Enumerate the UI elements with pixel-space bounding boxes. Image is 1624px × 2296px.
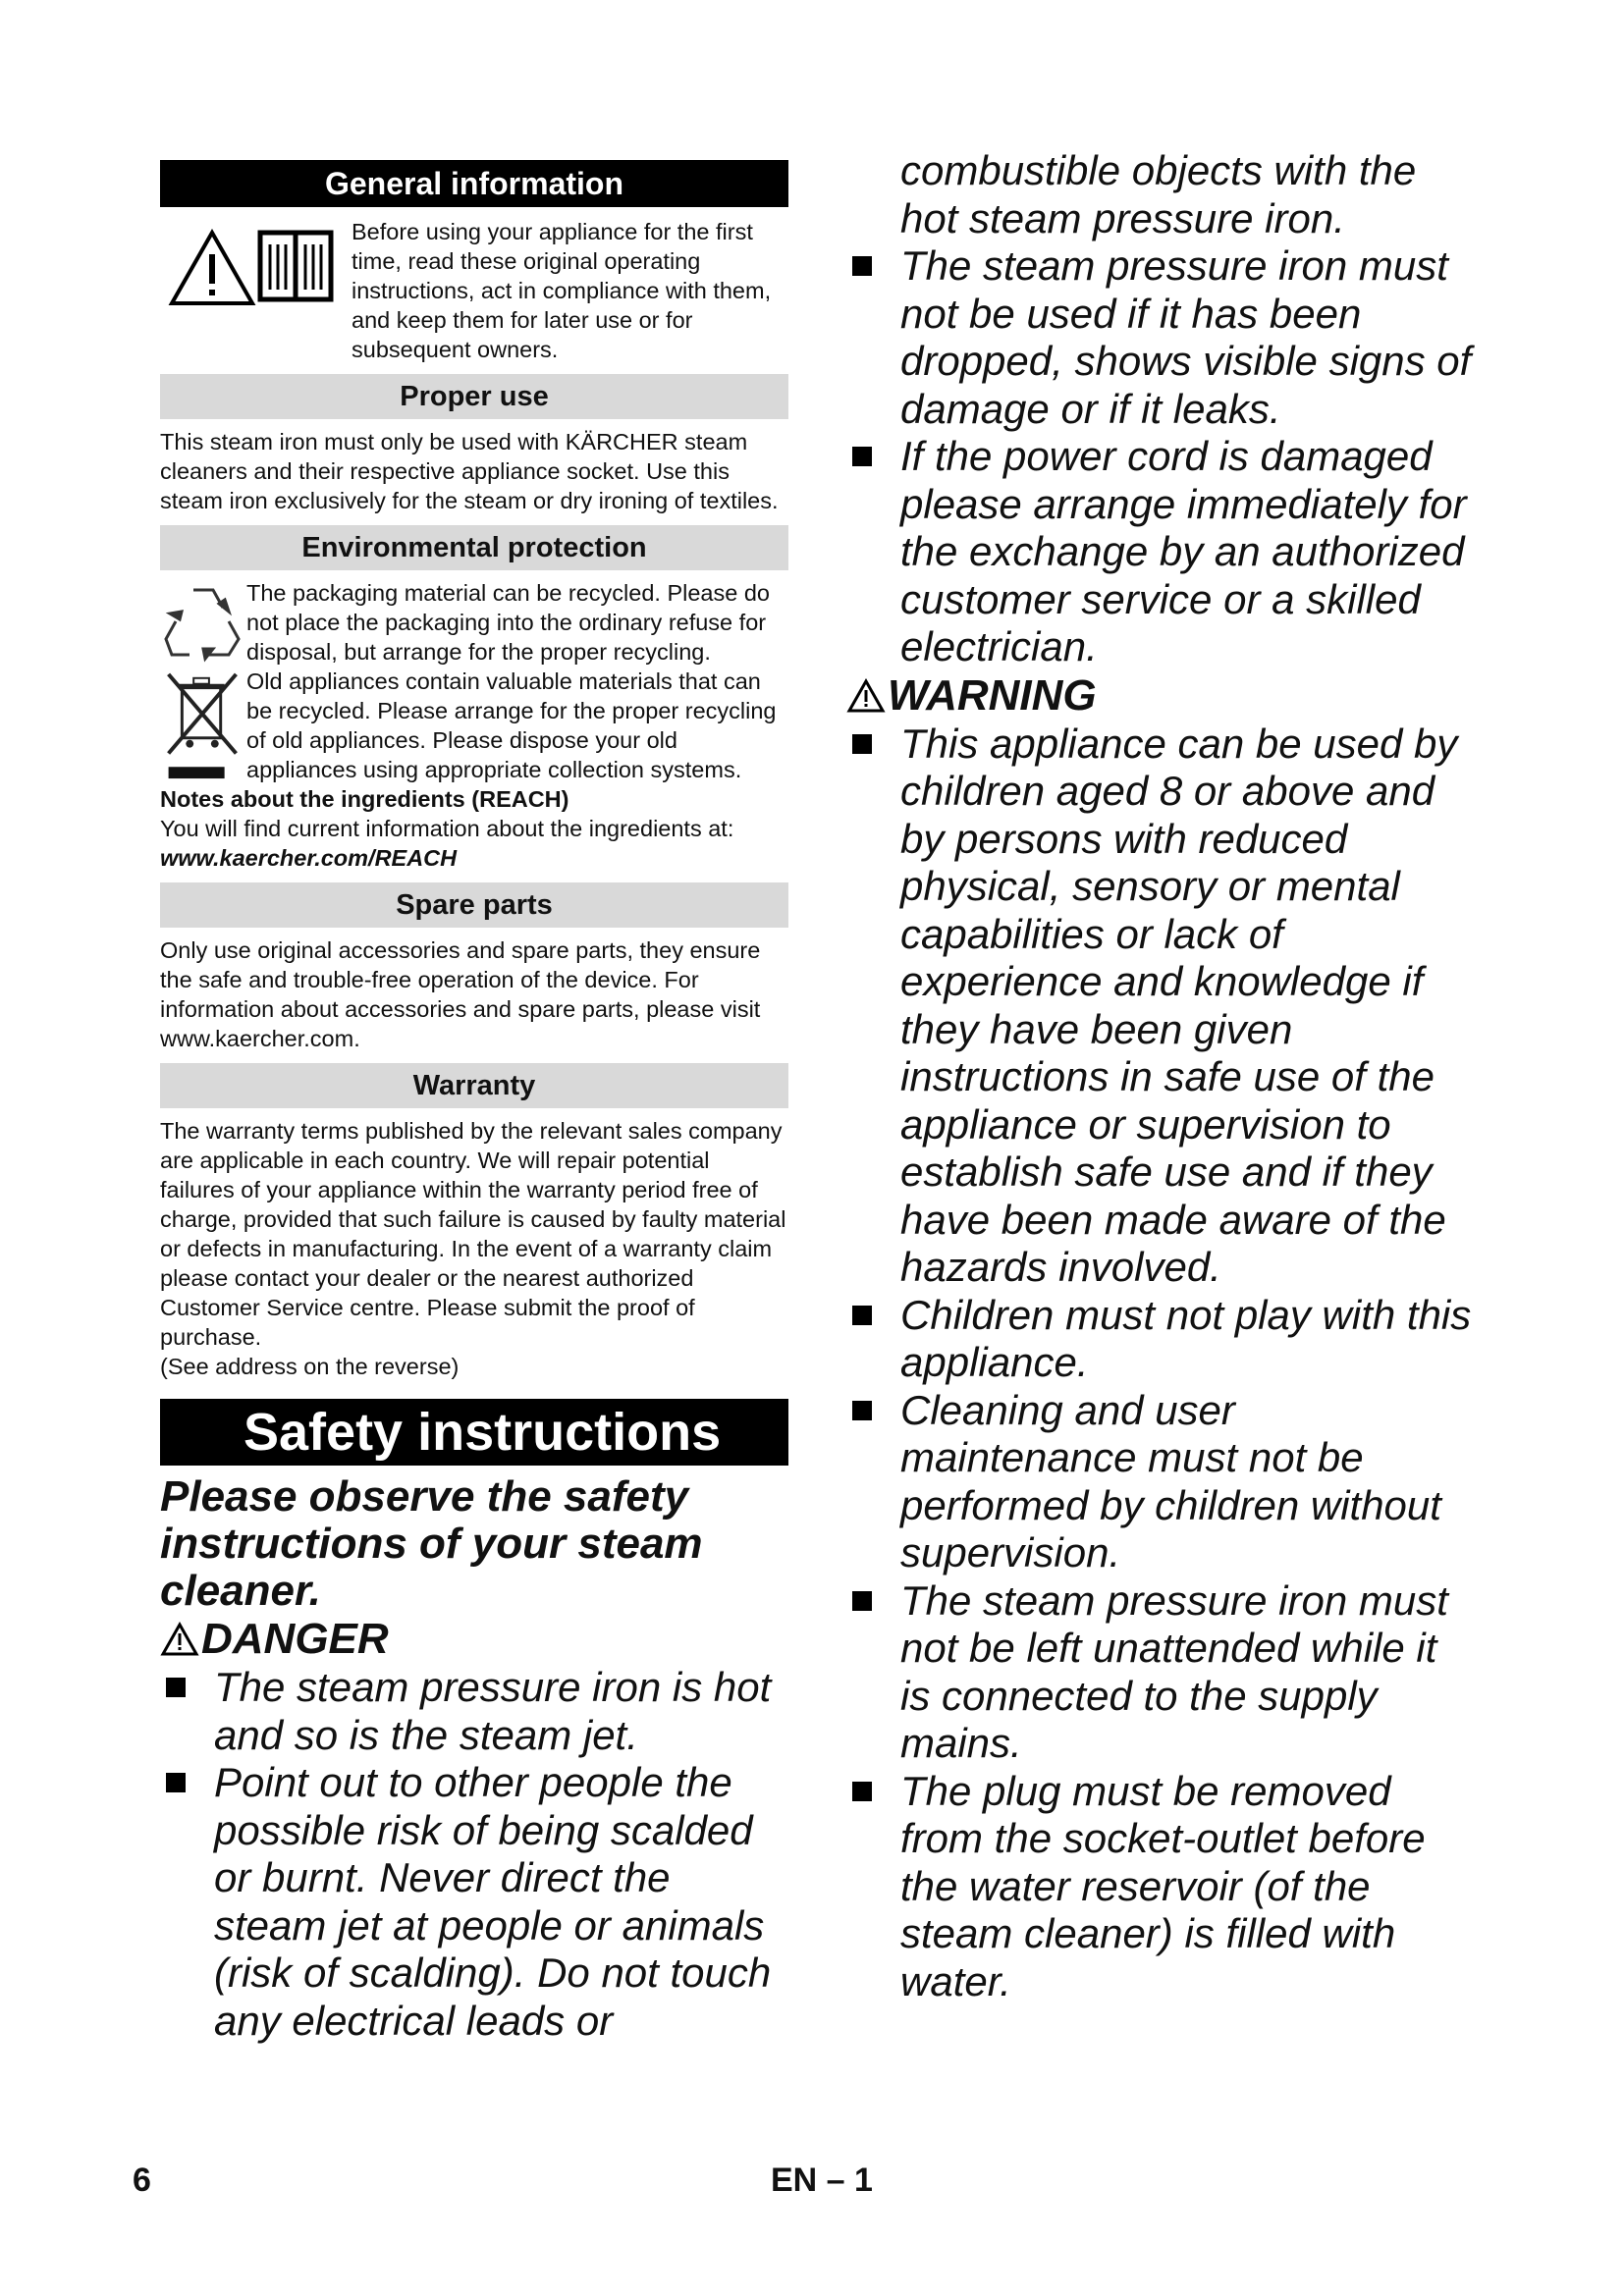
manual-book-icon — [256, 227, 335, 305]
danger-label-text: DANGER — [201, 1615, 389, 1663]
spare-parts-text: Only use original accessories and spare parts, they ensure the safe and trouble-free operation of the device. For information about accessories and spare parts, please visit www.kaercher.com. — [160, 937, 761, 1051]
bullet-square-icon — [852, 1782, 872, 1801]
safety-intro: Please observe the safety instructions of your steam cleaner. — [160, 1472, 703, 1615]
bullet-square-icon — [166, 1678, 186, 1697]
proper-use-heading: Proper use — [160, 374, 788, 419]
danger-item-continued: combustible objects with the hot steam pressure iron. — [900, 147, 1417, 241]
warning-label — [846, 671, 1475, 721]
crossed-bin-icon — [160, 667, 246, 782]
warning-item: Children must not play with this appliance. — [846, 1292, 1475, 1387]
bullet-square-icon — [852, 1401, 872, 1420]
recycling-text: The packaging material can be recycled. Please do not place the packaging into the ordinary refuse for disposal, but arrange for the proper recycling. — [246, 580, 770, 665]
bullet-square-icon — [852, 256, 872, 276]
weee-block — [160, 667, 788, 784]
warning-item: This appliance can be used by children aged 8 or above and by persons with reduced physical, sensory or mental capabilities or lack of experience and knowledge if they have been given instructions in safe use of the appliance or supervision to establish safe use and if they have been made aware of the hazards involved. — [846, 721, 1475, 1292]
bullet-square-icon — [852, 1591, 872, 1611]
danger-triangle-icon — [160, 1622, 199, 1657]
bullet-square-icon — [852, 1306, 872, 1325]
bullet-square-icon — [852, 734, 872, 754]
recycling-block — [160, 578, 788, 667]
reach-text: You will find current information about the ingredients at: — [160, 816, 734, 841]
warning-triangle-small-icon — [846, 678, 886, 714]
environmental-protection-heading: Environmental protection — [160, 525, 788, 570]
reach-title: Notes about the ingredients (REACH) — [160, 786, 569, 812]
left-column — [160, 160, 788, 2045]
language-page-label: EN – 1 — [771, 2162, 873, 2199]
safety-instructions-heading: Safety instructions — [160, 1399, 788, 1466]
general-information-text: Before using your appliance for the first time, read these original operating instructions, act in compliance with them, and keep them for later use or for subsequent owners. — [352, 219, 772, 362]
danger-item: The steam pressure iron is hot and so is the steam jet. — [160, 1664, 788, 1759]
weee-text: Old appliances contain valuable materials that can be recycled. Please arrange for the proper recycling of old appliances. Please dispose your old appliances using appropriate collection systems. — [246, 668, 777, 782]
general-information-section — [160, 217, 788, 364]
reach-link[interactable]: www.kaercher.com/REACH — [160, 845, 458, 871]
general-information-icons — [160, 217, 352, 345]
warning-item: The steam pressure iron must not be left unattended while it is connected to the supply mains. — [846, 1577, 1475, 1768]
general-information-heading: General information — [160, 160, 788, 207]
recycling-icon — [160, 578, 246, 667]
proper-use-text: This steam iron must only be used with KÄRCHER steam cleaners and their respective appliance socket. Use this steam iron exclusively for the steam or dry ironing of textiles. — [160, 429, 779, 513]
spare-parts-heading: Spare parts — [160, 882, 788, 928]
danger-label — [160, 1615, 788, 1664]
warranty-text: The warranty terms published by the relevant sales company are applicable in each country. We will repair potential failures of your appliance within the warranty period free of charge, provided that such failure is caused by faulty material or defects in manufacturing. In the event of a warranty claim please contact your dealer or the nearest authorized Customer Service centre. Please submit the proof of purchase. — [160, 1118, 786, 1350]
warranty-heading: Warranty — [160, 1063, 788, 1108]
bullet-square-icon — [166, 1773, 186, 1792]
warning-label-text: WARNING — [888, 670, 1097, 720]
warning-triangle-icon — [168, 229, 256, 307]
danger-item: If the power cord is damaged please arrange immediately for the exchange by an authorized customer service or a skilled electrician. — [846, 433, 1475, 671]
warning-item: Cleaning and user maintenance must not be performed by children without supervision. — [846, 1387, 1475, 1577]
right-column — [846, 147, 1475, 2005]
danger-item: The steam pressure iron must not be used if it has been dropped, shows visible signs of damage or if it leaks. — [846, 242, 1475, 433]
page-number: 6 — [133, 2162, 151, 2199]
warranty-note: (See address on the reverse) — [160, 1354, 460, 1379]
danger-item: Point out to other people the possible risk of being scalded or burnt. Never direct the steam jet at people or animals (risk of scalding). Do not touch any electrical leads or — [160, 1759, 788, 2045]
warning-item: The plug must be removed from the socket-outlet before the water reservoir (of the steam cleaner) is filled with water. — [846, 1768, 1475, 2006]
bullet-square-icon — [852, 447, 872, 466]
